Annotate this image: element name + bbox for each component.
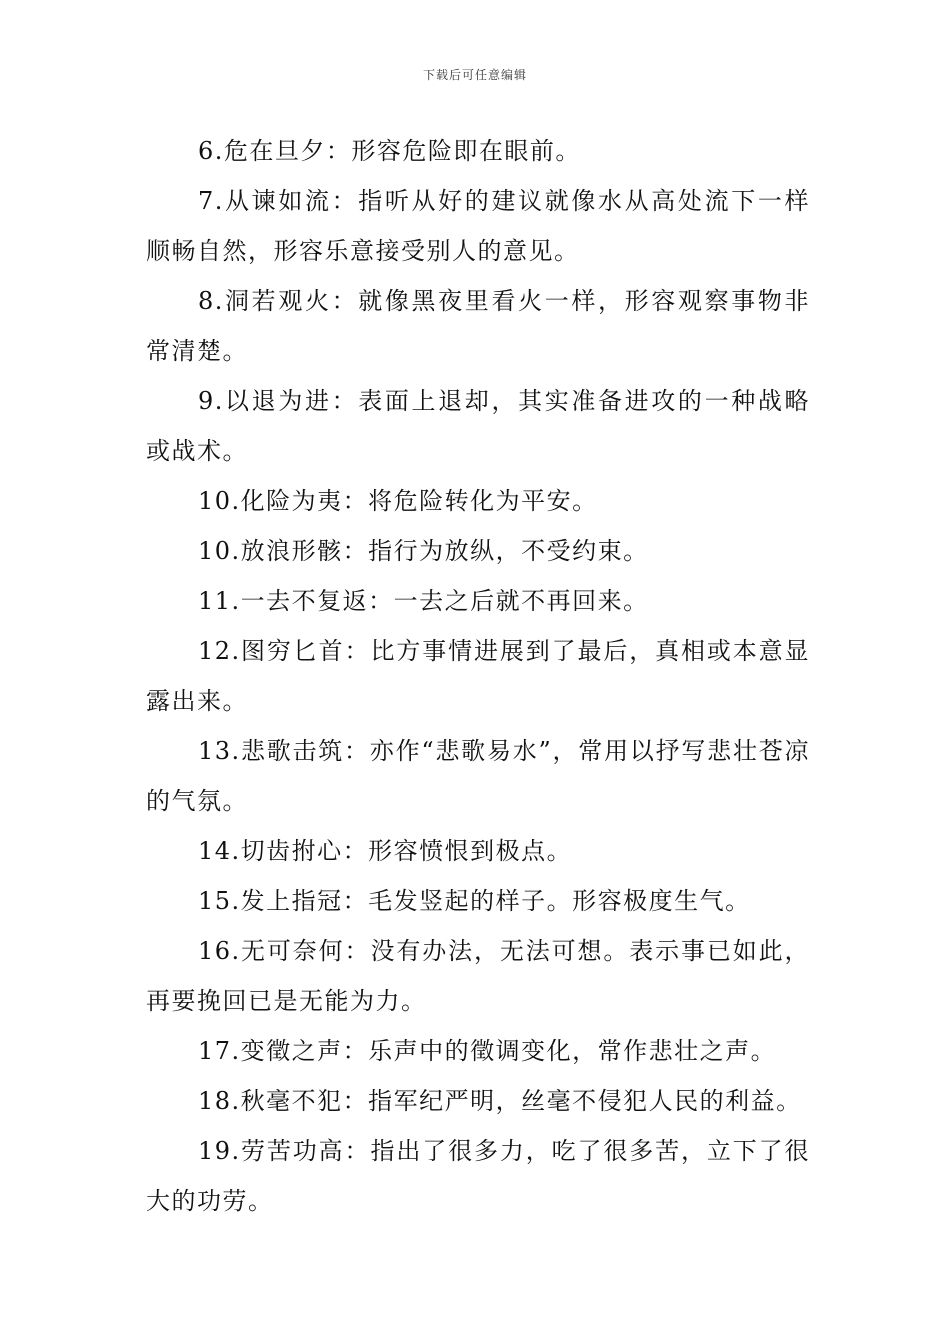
document-body [146,126,810,1226]
idiom-entry: 8.洞若观火：就像黑夜里看火一样，形容观察事物非常清楚。 [146,287,810,365]
idiom-entry: 6.危在旦夕：形容危险即在眼前。 [198,137,581,165]
idiom-entry: 19.劳苦功高：指出了很多力，吃了很多苦，立下了很大的功劳。 [146,1137,810,1215]
page-header: 下载后可任意编辑 [422,68,527,82]
idiom-entry: 18.秋毫不犯：指军纪严明，丝毫不侵犯人民的利益。 [198,1087,802,1115]
idiom-entry: 13.悲歌击筑：亦作“悲歌易水”，常用以抒写悲壮苍凉的气氛。 [146,737,810,815]
idiom-entry: 12.图穷匕首：比方事情进展到了最后，真相或本意显露出来。 [146,637,810,715]
idiom-entry: 17.变徵之声：乐声中的徵调变化，常作悲壮之声。 [198,1037,777,1065]
idiom-entry: 15.发上指冠：毛发竖起的样子。形容极度生气。 [198,887,751,915]
idiom-entry: 10.化险为夷：将危险转化为平安。 [198,487,598,515]
idiom-entry: 16.无可奈何：没有办法，无法可想。表示事已如此，再要挽回已是无能为力。 [146,937,810,1015]
idiom-entry: 7.从谏如流：指听从好的建议就像水从高处流下一样顺畅自然，形容乐意接受别人的意见。 [146,187,810,265]
idiom-entry: 11.一去不复返：一去之后就不再回来。 [198,587,649,615]
idiom-entry: 14.切齿拊心：形容愤恨到极点。 [198,837,573,865]
idiom-entry: 10.放浪形骸：指行为放纵，不受约束。 [198,537,649,565]
idiom-entry: 9.以退为进：表面上退却，其实准备进攻的一种战略或战术。 [146,387,810,465]
